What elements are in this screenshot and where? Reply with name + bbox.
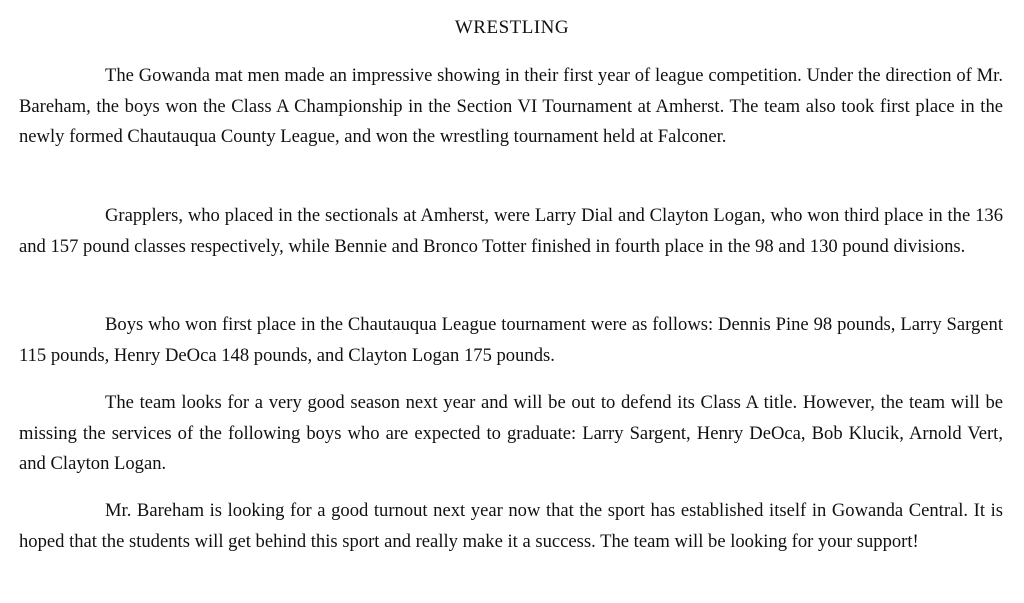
paragraph-4: The team looks for a very good season next year and will be out to defend its Class A title. However, the team will be missing the services of the following boys who are expected to graduate: Larry Sargent, Henry DeOca, Bob Klucik, Arnold Vert, and Clayton Logan.	[19, 392, 1003, 474]
paragraph-5: Mr. Bareham is looking for a good turnout next year now that the sport has established itself in Gowanda Central. It is hoped that the students will get behind this sport and really make it a success. The team will be looking for your support!	[19, 500, 1003, 552]
paragraph-1: The Gowanda mat men made an impressive showing in their first year of league competition. Under the direction of Mr. Bareham, the boys won the Class A Championship in the Section VI Tournament at Amherst. The team also took first place in the newly formed Chautauqua County League, and won the wrestling tournament held at Falconer.	[19, 65, 1003, 147]
paragraph-2: Grapplers, who placed in the sectionals at Amherst, were Larry Dial and Clayton Logan, who won third place in the 136 and 157 pound classes respectively, while Bennie and Bronco Totter finished in fourth place in the 98 and 130 pound divisions.	[19, 205, 1003, 257]
paragraph-3: Boys who won first place in the Chautauqua League tournament were as follows: Dennis Pine 98 pounds, Larry Sargent 115 pounds, Henry DeOca 148 pounds, and Clayton Logan 175 pounds.	[19, 314, 1003, 366]
page-title: WRESTLING	[454, 17, 570, 38]
